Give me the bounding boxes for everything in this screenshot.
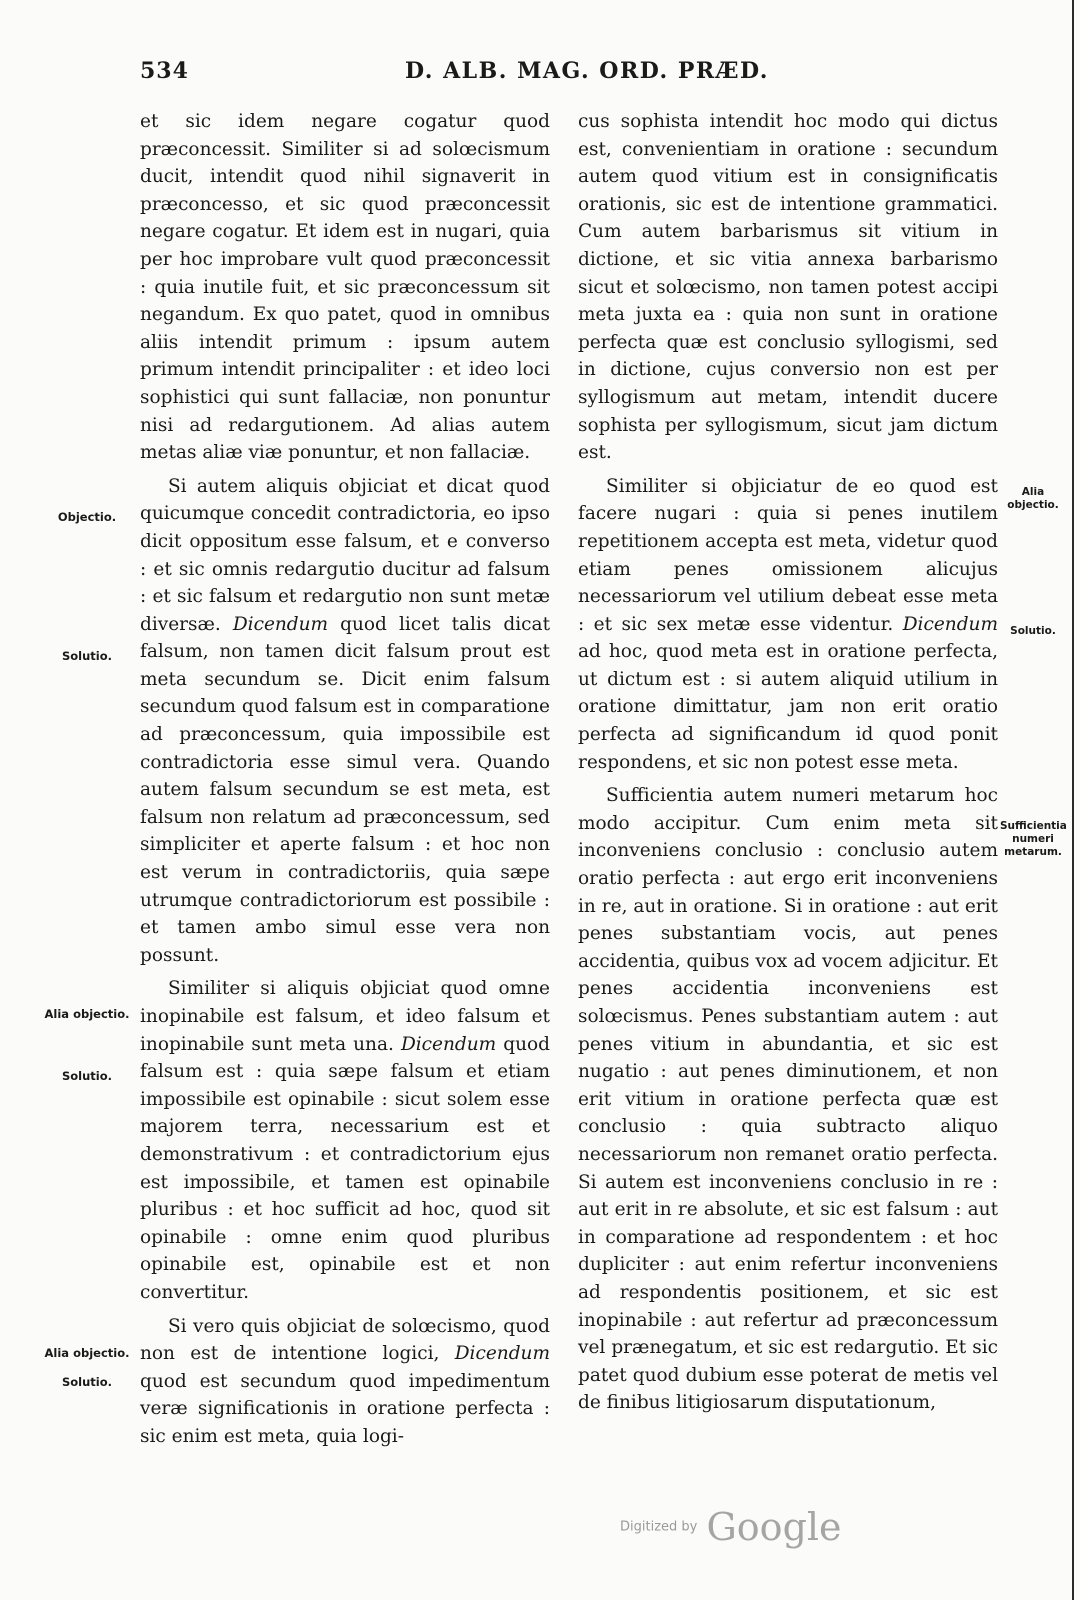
left-paragraph-4-text-a: Si vero quis objiciat de solœcismo, quod non est de intentione logici, — [140, 1315, 550, 1365]
left-paragraph-2-text-b: quod licet talis dicat falsum, non tamen dicit falsum prout est meta secundum se. Dicit enim falsum secundum quod falsum est in comparatione ad præconcessum, quia impossibile est contradictoria esse simul vera. Quando autem falsum secundum se est meta, est falsum non relatum ad præconcessum, sed simpliciter et aperte falsum : et hoc non est verum in contradictoriis, quia sæpe utrumque contradictoriorum est possibile : et tamen ambo simul esse vera non possunt. — [140, 613, 550, 966]
margin-note-alia-objectio: Alia objectio. — [44, 1007, 130, 1021]
right-paragraph-3: Sufficientia autem numeri metarum hoc modo accipitur. Cum enim meta sit inconveniens conclusio : conclusio autem oratio perfecta : aut ergo erit inconveniens in re, aut in oratione. Si in oratione : aut erit penes substantiam vocis, aut penes accidentia, quibus vox ad vocem adjicitur. Et penes accidentia inconveniens est solœcismus. Penes substantiam autem : aut penes vitium in abundantia, et sic est nugatio : aut penes diminutionem, et non erit vitium in oratione perfecta quæ est conclusio : quia subtracto aliquo necessariorum non remanet oratio perfecta. Si autem est inconveniens conclusio in re : aut erit in re absolute, et sic est falsum : aut in comparatione ad respondentem : et hoc dupliciter : aut enim refertur inconveniens ad respondentis positionem, et sic est inopinabile : aut refertur ad præconcessum vel prænegatum, et sic est redargutio. Et sic patet quod dubium esse poterat de metis vel de finibus litigiosarum disputationum, — [578, 785, 998, 1414]
page-edge-rule — [1072, 0, 1074, 1600]
page-header — [140, 58, 1000, 98]
margin-note-sufficientia: Sufficientia numeri metarum. — [1000, 820, 1067, 858]
margin-note-solutio: Solutio. — [61, 649, 113, 663]
left-paragraph-3-text-b: quod falsum est : quia sæpe falsum et etiam impossibile est opinabile : sicut solem esse majorem terra, necessarium est et demonstrativum : et contradictorium ejus est impossibile, et tamen est opinabile pluribus : et hoc sufficit ad hoc, quod sit opinabile : omne enim quod pluribus opinabile est, opinabile est et non convertitur. — [140, 1033, 550, 1303]
right-paragraph-2-text-a: Similiter si objiciatur de eo quod est facere nugari : quia si penes inutilem repetitionem accepta est meta, videtur quod etiam penes omissionem alicujus necessariorum vel utilium debeat esse meta : et sic sex metæ esse videntur. — [578, 475, 998, 635]
margin-note-alia-objectio: Alia objectio. — [44, 1346, 130, 1360]
left-paragraph-2 — [140, 473, 550, 970]
right-column — [578, 108, 998, 1423]
left-paragraph-4 — [140, 1313, 550, 1451]
left-paragraph-1: et sic idem negare cogatur quod præconcessit. Similiter si ad solœcismum ducit, intendit quod nihil signaverit in præconcesso, et sic quod præconcessit negare cogatur. Et idem est in nugari, quia per hoc improbare vult quod præconcessit : quia inutile fuit, et sic præconcessum sit negandum. Ex quo patet, quod in omnibus aliis intendit primum : ipsum autem primum intendit principaliter : et ideo loci sophistici qui sunt fallaciæ, non ponuntur nisi ad redargutionem. Ad alias autem metas aliæ viæ ponuntur, et non fallaciæ. — [140, 111, 550, 464]
digitization-watermark — [620, 1505, 842, 1549]
left-paragraph-3-dicendum: Dicendum — [400, 1033, 497, 1055]
left-paragraph-3 — [140, 975, 550, 1306]
left-paragraph-2-dicendum: Dicendum — [232, 613, 329, 635]
right-paragraph-2 — [578, 473, 998, 777]
left-paragraph-2-text-a: Si autem aliquis objiciat et dicat quod quicumque concedit contradictoria, eo ipso dicit oppositum esse falsum, et e converso : et sic omnis redargutio ducitur ad falsum : et sic falsum et redargutio non sunt metæ diversæ. — [140, 475, 550, 635]
right-paragraph-1: cus sophista intendit hoc modo qui dictus est, convenientiam in oratione : secundum autem quod vitium est in consignificatis orationis, sic est de intentione grammatici. Cum autem barbarismus sit vitium in dictione, et sic vitia annexa barbarismo sicut et solœcismo, non tamen potest accipi meta juxta ea : quia non sunt in oratione perfecta quæ est conclusio syllogismi, sed in dictione, cujus conversio non est per syllogismum aut metam, intendit ducere sophista per syllogismum, sicut jam dictum est. — [578, 111, 998, 464]
left-paragraph-4-dicendum: Dicendum — [454, 1343, 550, 1365]
running-head: D. ALB. MAG. ORD. PRÆD. — [405, 58, 769, 84]
digitized-by-label: Digitized by — [620, 1519, 698, 1535]
margin-note-alia-objectio-right: Alia objectio. — [1007, 486, 1059, 511]
margin-note-solutio: Solutio. — [61, 1069, 113, 1083]
right-paragraph-2-dicendum: Dicendum — [902, 613, 998, 635]
margin-note-solutio: Solutio. — [61, 1375, 113, 1389]
right-paragraph-2-text-b: ad hoc, quod meta est in oratione perfecta, ut dictum est : si autem aliquid utilium in oratione dimittatur, jam non erit oratio perfecta ad significandum id quod ponit respondens, et sic non potest esse meta. — [578, 641, 998, 773]
margin-note-objectio: Objectio. — [57, 510, 117, 524]
page-number: 534 — [140, 58, 189, 84]
google-logo: Google — [706, 1505, 842, 1549]
left-paragraph-3-text-a: Similiter si aliquis objiciat quod omne inopinabile est falsum, et ideo falsum et inopinabile sunt meta una. — [140, 978, 550, 1055]
margin-note-solutio-right: Solutio. — [1010, 625, 1056, 637]
left-column — [140, 108, 550, 1457]
left-paragraph-4-text-b: quod est secundum quod impedimentum veræ significationis in oratione perfecta : sic enim est meta, quia logi- — [140, 1370, 550, 1447]
